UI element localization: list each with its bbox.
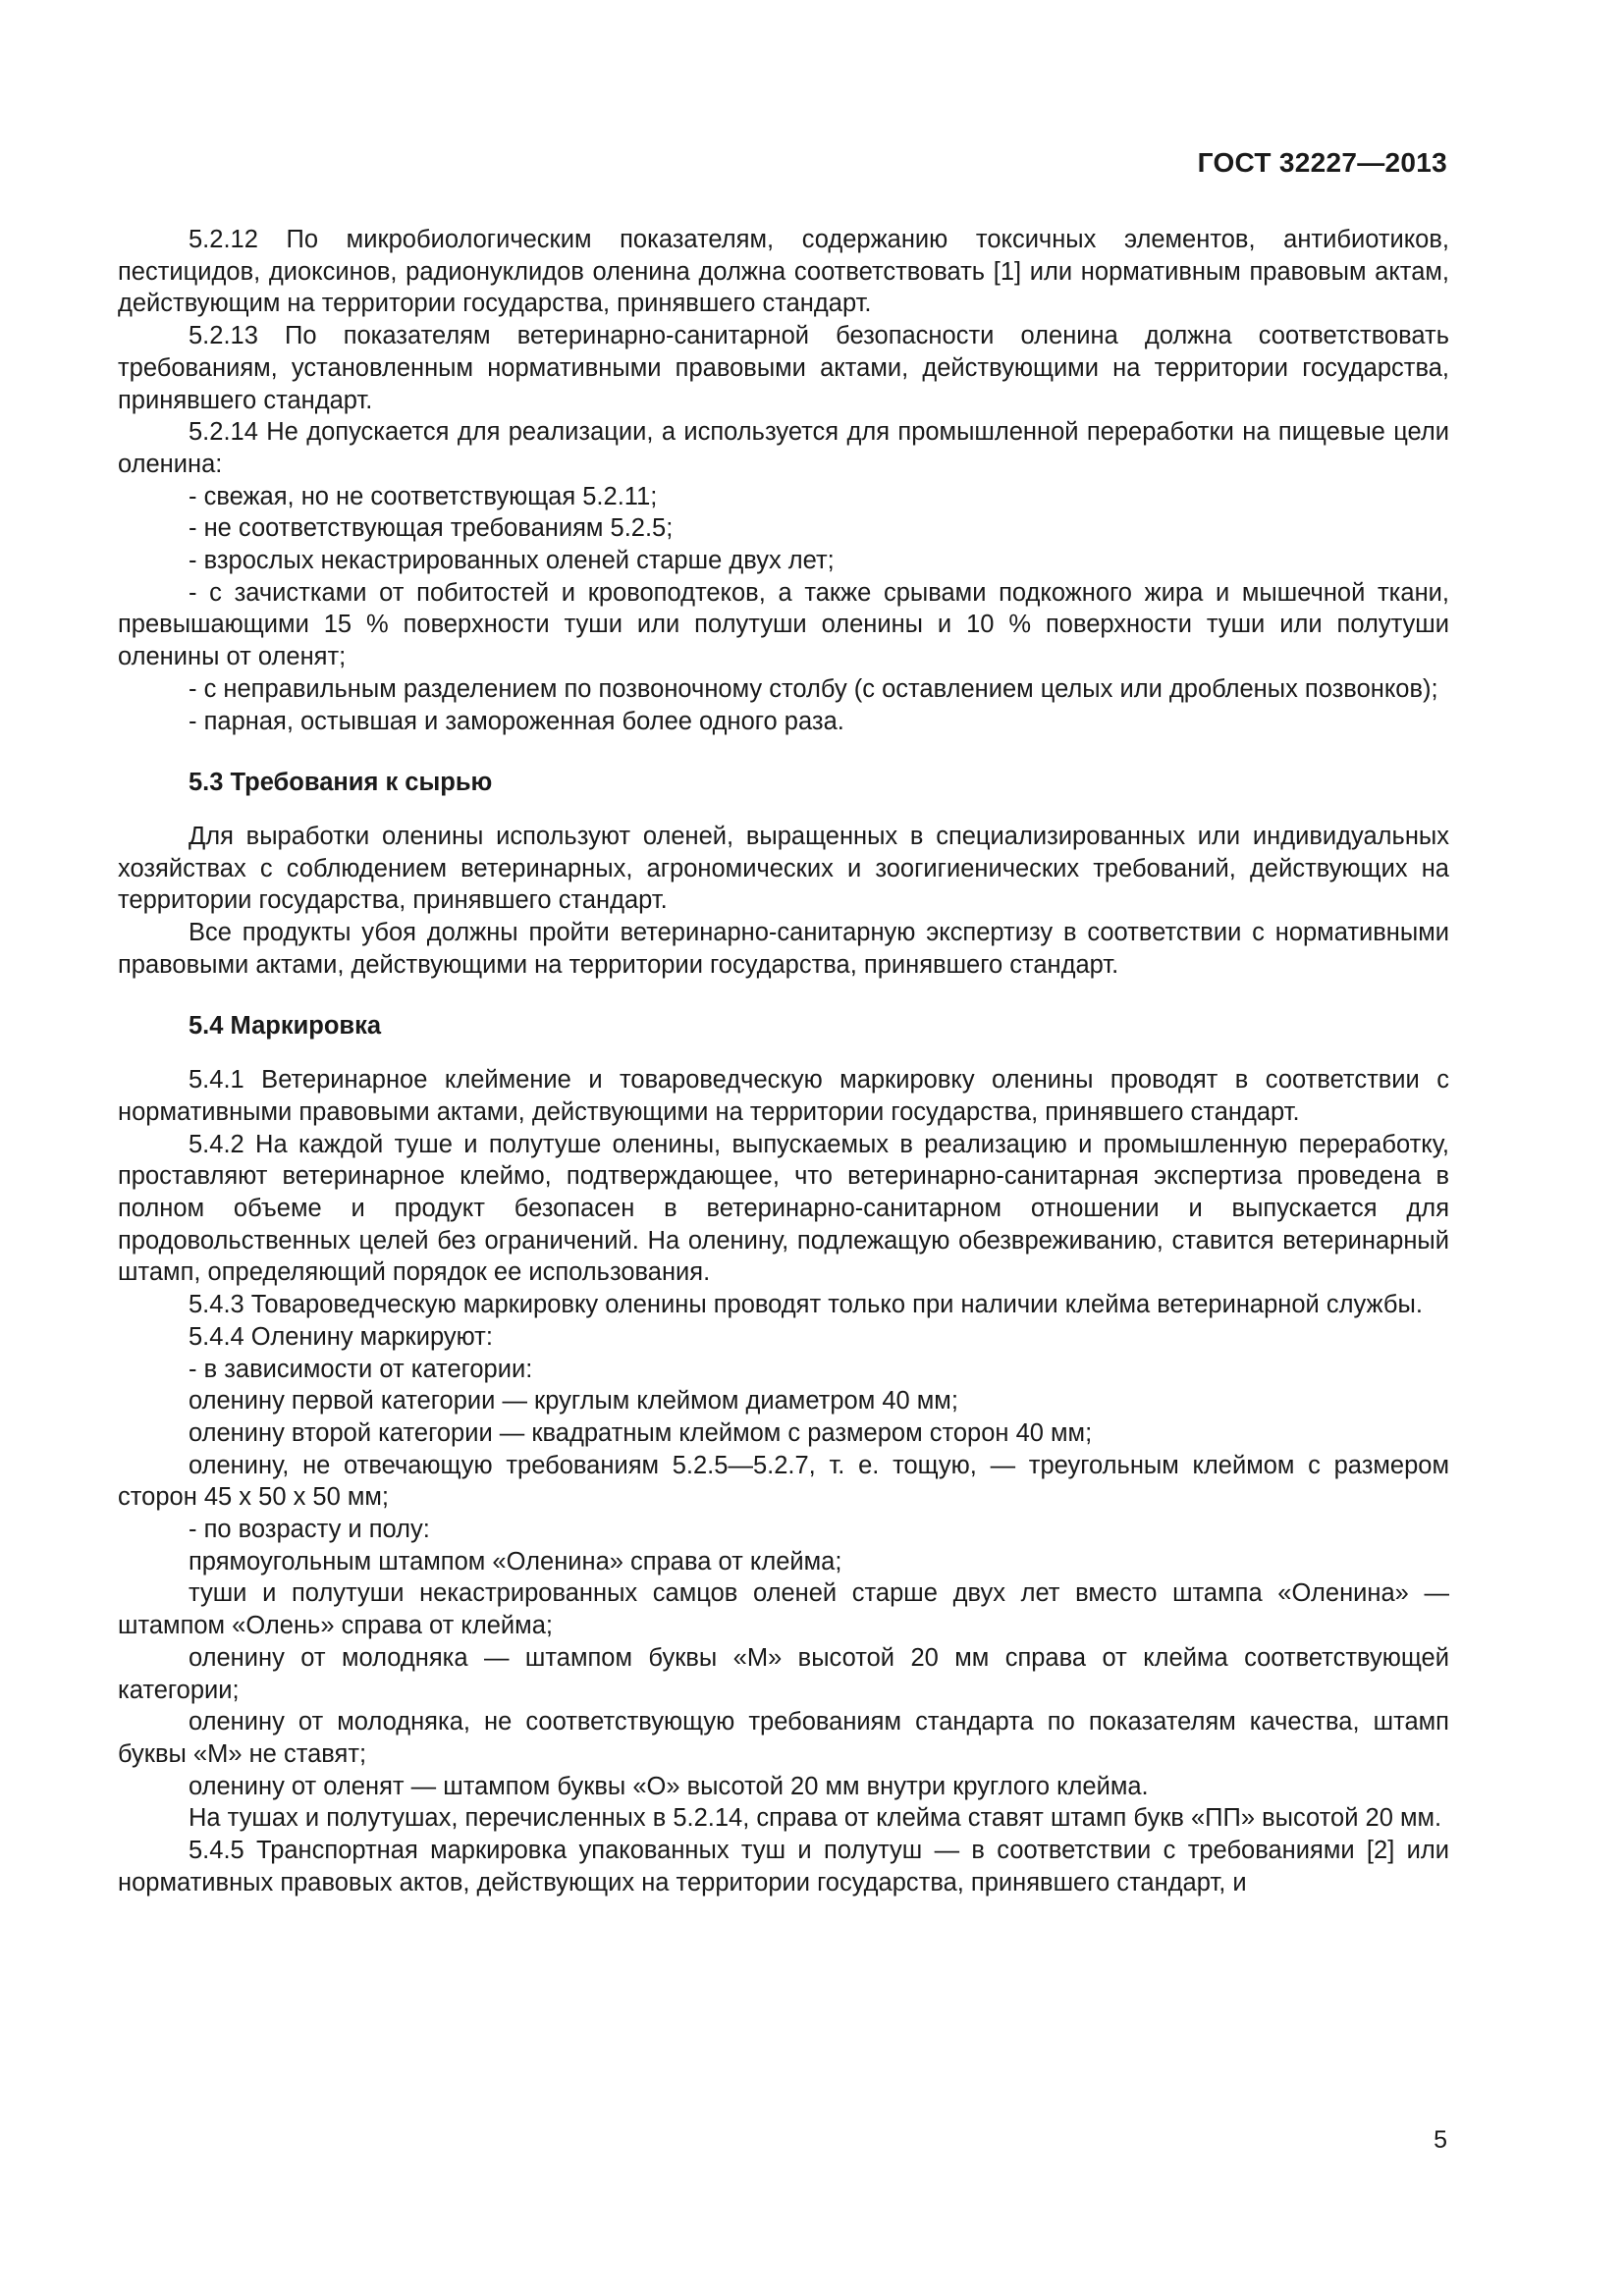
list-item: - не соответствующая требованиям 5.2.5; xyxy=(189,514,674,543)
paragraph-5-4-5: 5.4.5 Транспортная маркировка упакованных туш и полутуш — в соответствии с требованиями [2] или нормативных правовых актов, действующих на территории государства, принявшего стандарт, и xyxy=(118,1837,1449,1896)
section-heading-5-3: 5.3 Требования к сырью xyxy=(189,769,493,797)
page-content xyxy=(118,224,1449,1898)
list-item: оленину от молодняка — штампом буквы «М» высотой 20 мм справа от клейма соответствующей категории; xyxy=(118,1643,1449,1704)
list-item: - взрослых некастрированных оленей старше двух лет; xyxy=(189,547,835,575)
list-item: прямоугольным штампом «Оленина» справа от клейма; xyxy=(189,1547,842,1575)
list-item: оленину второй категории — квадратным клеймом с размером сторон 40 мм; xyxy=(189,1418,1093,1447)
paragraph-5-2-12: 5.2.12 По микробиологическим показателям, содержанию токсичных элементов, антибиотиков, пестицидов, диоксинов, радионуклидов оленина должна соответствовать [1] или нормативным правовым актам, действующим на территории государства, принявшего стандарт. xyxy=(118,226,1449,318)
page-number: 5 xyxy=(1434,2126,1447,2154)
list-item: - по возрасту и полу: xyxy=(189,1516,430,1544)
paragraph-5-2-13: 5.2.13 По показателям ветеринарно-санитарной безопасности оленина должна соответствовать требованиям, установленным нормативными правовыми актами, действующими на территории государства, принявшего стандарт. xyxy=(118,322,1449,414)
list-item: - в зависимости от категории: xyxy=(189,1355,533,1383)
paragraph-5-2-14: 5.2.14 Не допускается для реализации, а используется для промышленной переработки на пищевые цели оленина: xyxy=(118,418,1449,478)
paragraph-5-4-4: 5.4.4 Оленину маркируют: xyxy=(189,1322,493,1351)
paragraph-5-4-2: 5.4.2 На каждой туше и полутуше оленины, выпускаемых в реализацию и промышленную переработку, проставляют ветеринарное клеймо, подтверждающее, что ветеринарно-санитарная экспертиза проведена в полном объеме и продукт безопасен в ветеринарно-санитарном отношении и выпускается для продовольственных целей без ограничений. На оленину, подлежащую обезвреживанию, ставится ветеринарный штамп, определяющий порядок ее использования. xyxy=(118,1130,1449,1287)
paragraph-pp-stamp: На тушах и полутушах, перечисленных в 5.2.14, справа от клейма ставят штамп букв «ПП» высотой 20 мм. xyxy=(189,1804,1442,1833)
list-item: оленину от молодняка, не соответствующую требованиям стандарта по показателям качества, штамп буквы «М» не ставят; xyxy=(118,1708,1449,1768)
list-item: - с зачистками от побитостей и кровоподтеков, а также срывами подкожного жира и мышечной ткани, превышающими 15 % поверхности туши или полутуши оленины и 10 % поверхности туши или полутуши оленины от оленят; xyxy=(118,578,1449,671)
paragraph-5-4-1: 5.4.1 Ветеринарное клеймение и товароведческую маркировку оленины проводят в соответствии с нормативными правовыми актами, действующими на территории государства, принявшего стандарт. xyxy=(118,1066,1449,1126)
paragraph-5-3-expertise: Все продукты убоя должны пройти ветеринарно-санитарную экспертизу в соответствии с нормативными правовыми актами, действующими на территории государства, принявшего стандарт. xyxy=(118,919,1449,979)
standard-header: ГОСТ 32227—2013 xyxy=(1197,147,1447,178)
list-item: оленину от оленят — штампом буквы «О» высотой 20 мм внутри круглого клейма. xyxy=(189,1772,1149,1800)
list-item: - свежая, но не соответствующая 5.2.11; xyxy=(189,482,658,510)
list-item: - парная, остывшая и замороженная более одного раза. xyxy=(189,707,844,735)
section-heading-5-4: 5.4 Маркировка xyxy=(189,1012,382,1041)
paragraph-5-3-raw-material: Для выработки оленины используют оленей, выращенных в специализированных или индивидуальных хозяйствах с соблюдением ветеринарных, агрономических и зоогигиенических требований, действующих на территории государства, принявшего стандарт. xyxy=(118,822,1449,915)
list-item: оленину, не отвечающую требованиям 5.2.5—5.2.7, т. е. тощую, — треугольным клеймом с размером сторон 45 х 50 х 50 мм; xyxy=(118,1451,1449,1512)
list-item: оленину первой категории — круглым клеймом диаметром 40 мм; xyxy=(189,1387,958,1415)
list-item: - с неправильным разделением по позвоночному столбу (с оставлением целых или дробленых позвонков); xyxy=(189,674,1438,703)
list-item: туши и полутуши некастрированных самцов оленей старше двух лет вместо штампа «Оленина» — штампом «Олень» справа от клейма; xyxy=(118,1579,1449,1640)
paragraph-5-4-3: 5.4.3 Товароведческую маркировку оленины проводят только при наличии клейма ветеринарной службы. xyxy=(189,1291,1423,1319)
